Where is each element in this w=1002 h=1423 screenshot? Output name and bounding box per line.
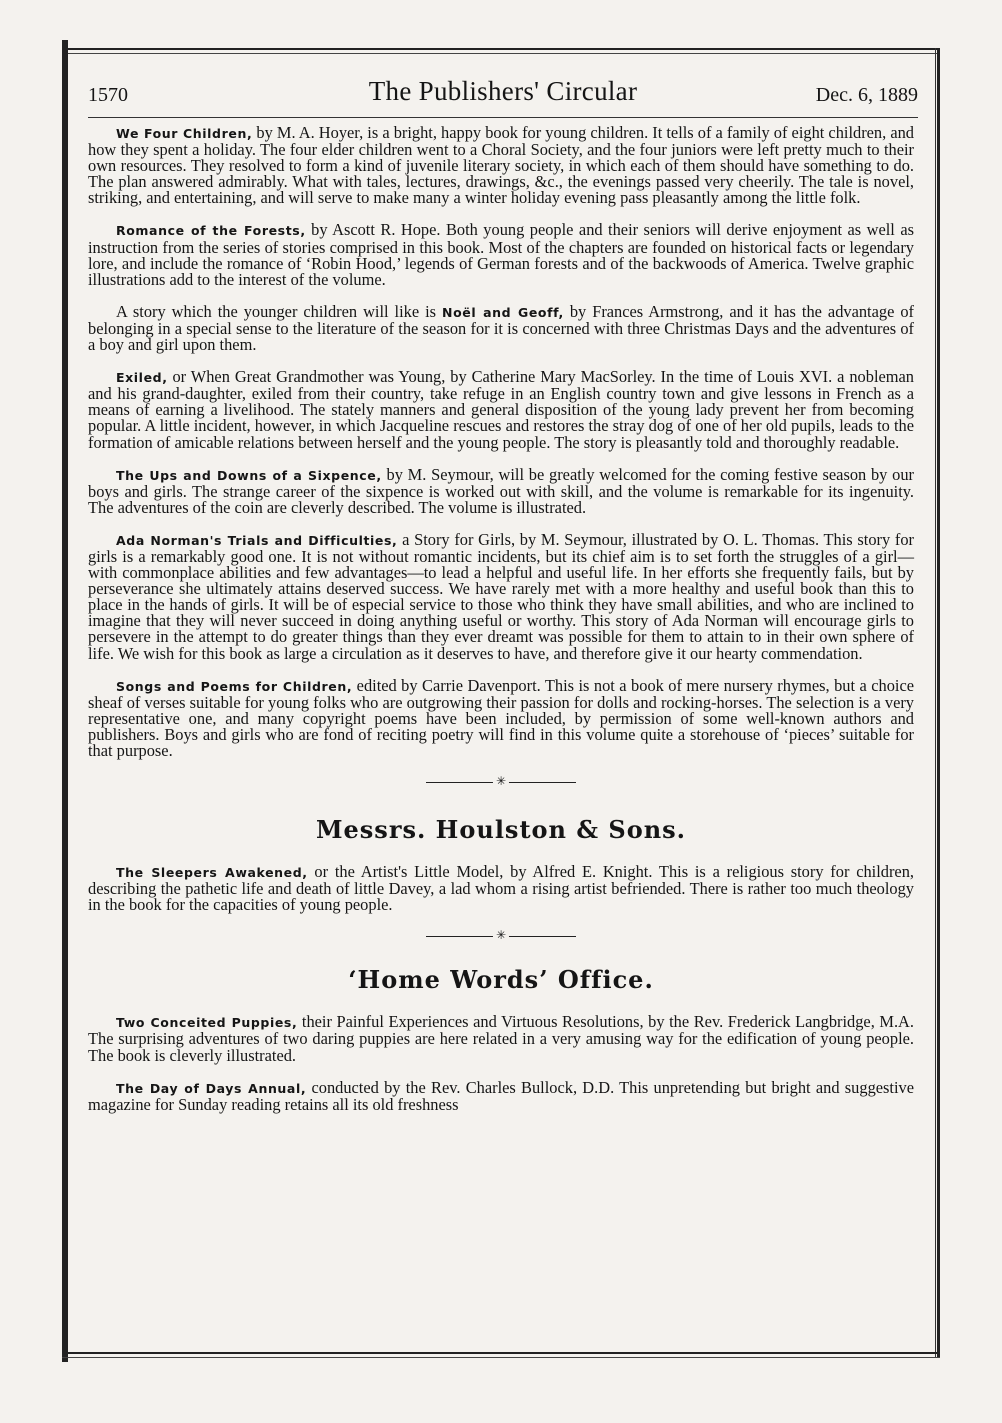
review-text: by M. A. Hoyer, is a bright, happy book for young children. It tells of a family of eight children, and how they spent a holiday. The four elder children went to a Choral Society, and the four juniors were left pretty much to their own resources. They resolved to form a kind of juvenile literary society, in which each of them should have something to do. The plan answered admirably. What with tales, lectures, drawings, &c., the evenings passed very cheerily. The tale is novel, striking, and entertaining, and will serve to make many a winter holiday evening pass pleasantly among the little folk. <box>88 123 914 208</box>
book-title: Romance of the Forests, <box>116 223 306 239</box>
review-sleepers-awakened <box>88 864 914 913</box>
review-text: by Frances Armstrong, and it has the advantage of belonging in a special sense to the literature of the season for it is concerned with three Christmas Days and the adventures of a boy and girl upon them. <box>88 301 914 355</box>
review-ada-norman <box>88 529 915 663</box>
page-number: 1570 <box>88 84 128 106</box>
review-noel-and-geoff <box>88 301 914 355</box>
running-head <box>88 76 918 116</box>
review-two-conceited-puppies <box>88 1014 914 1063</box>
review-day-of-days-annual <box>88 1077 914 1114</box>
section-divider <box>426 774 576 789</box>
review-we-four-children <box>88 125 914 206</box>
review-romance-of-the-forests <box>88 222 914 287</box>
header-rule <box>88 117 918 118</box>
issue-date: Dec. 6, 1889 <box>815 84 918 106</box>
publisher-heading-home-words: ‘Home Words’ Office. <box>348 965 654 995</box>
review-exiled <box>88 369 914 450</box>
asterisk-ornament-icon: ✳ <box>493 773 509 789</box>
frame-top-rule-inner <box>62 53 940 54</box>
publisher-heading-houlston: Messrs. Houlston & Sons. <box>315 815 687 845</box>
journal-title: The Publishers' Circular <box>368 76 638 106</box>
article-body <box>88 125 914 1129</box>
book-title: Two Conceited Puppies, <box>116 1015 298 1031</box>
review-text: edited by Carrie Davenport. This is not a book of mere nursery rhymes, but a choice sheaf of verses suitable for young folks who are outgrowing their passion for dolls and rocking-horses. The selection is a very representative one, and many copyright poems have been included, by permission of some well-known authors and publishers. Boys and girls who are fond of reciting poetry will find in this volume quite a storehouse of ‘pieces’ suitable for that purpose. <box>88 675 914 760</box>
book-title: Noël and Geoff, <box>442 304 564 320</box>
book-title: The Day of Days Annual, <box>116 1080 307 1096</box>
review-text: or the Artist's Little Model, by Alfred E. Knight. This is a religious story for children, describing the pathetic life and death of little Davey, a lad whom a rising artist befriended. There is rather too much theology in the book for the capacities of young people. <box>88 862 914 915</box>
book-title: Ada Norman's Trials and Difficulties, <box>116 532 398 548</box>
review-text: a Story for Girls, by M. Seymour, illustrated by O. L. Thomas. This story for girls is a remarkably good one. It is not without romantic incidents, but its chief aim is to set forth the struggles of a girl—with commonplace abilities and few advantages—to lead a helpful and useful life. In her efforts she frequently fails, but by perseverance she ultimately attains deserved success. We have rarely met with a more healthy and useful book than this to place in the hands of girls. It will be of especial service to those who think they have small abilities, and who are inclined to imagine that they will never succeed in doing anything useful or worthy. This story of Ada Norman will encourage girls to persevere in the attempt to do greater things than they ever dreamt was possible for them to attain to in their own sphere of life. We wish for this book as large a circulation as it deserves to have, and therefore give it our hearty commendation. <box>88 529 915 663</box>
book-title: We Four Children, <box>116 126 253 141</box>
book-title: Exiled, <box>116 370 168 386</box>
frame-bottom-rule-inner <box>62 1357 940 1358</box>
review-text: or When Great Grandmother was Young, by Catherine Mary MacSorley. In the time of Louis XVI. a nobleman and his grand-daughter, exiled from their country, take refuge in an English country town and give lessons in French as a means of earning a livelihood. The stately manners and general disposition of the young lady prevent her from becoming popular. A little incident, however, in which Jacqueline rescues and restores the stray dog of one of her old pupils, leads to the formation of amicable relations between herself and the young people. The story is pleasantly told and thoroughly readable. <box>88 367 914 452</box>
frame-left-bar <box>62 40 68 1362</box>
review-songs-and-poems <box>88 675 914 760</box>
section-divider <box>426 928 576 943</box>
frame-right-rule <box>935 48 936 1358</box>
asterisk-ornament-icon: ✳ <box>493 927 509 943</box>
review-text: by M. Seymour, will be greatly welcomed for the coming festive season by our boys and girls. The strange career of the sixpence is worked out with skill, and the volume is remarkable for its ingenuity. The adventures of the coin are cleverly described. The volume is illustrated. <box>88 464 915 517</box>
frame-right-bar <box>937 48 940 1358</box>
book-title: Songs and Poems for Children, <box>116 678 353 694</box>
review-text: conducted by the Rev. Charles Bullock, D.D. This unpretending but bright and suggestive magazine for Sunday reading retains all its old freshness <box>88 1077 914 1114</box>
review-ups-and-downs <box>88 464 915 517</box>
review-text: their Painful Experiences and Virtuous Resolutions, by the Rev. Frederick Langbridge, M.A. The surprising adventures of two daring puppies are here related in a very amusing way for the edification of young people. The book is cleverly illustrated. <box>88 1012 914 1065</box>
review-text: by Ascott R. Hope. Both young people and their seniors will derive enjoyment as well as instruction from the series of stories comprised in this book. Most of the chapters are founded on historical facts or legendary lore, and include the romance of ‘Robin Hood,’ legends of German forests and of the backwoods of America. Twelve graphic illustrations add to the interest of the volume. <box>88 220 914 289</box>
frame-bottom-rule <box>62 1352 940 1354</box>
review-lead-text: A story which the younger children will like is <box>116 301 443 321</box>
book-title: The Sleepers Awakened, <box>116 865 308 881</box>
book-title: The Ups and Downs of a Sixpence, <box>116 467 382 483</box>
frame-top-rule <box>62 48 940 50</box>
